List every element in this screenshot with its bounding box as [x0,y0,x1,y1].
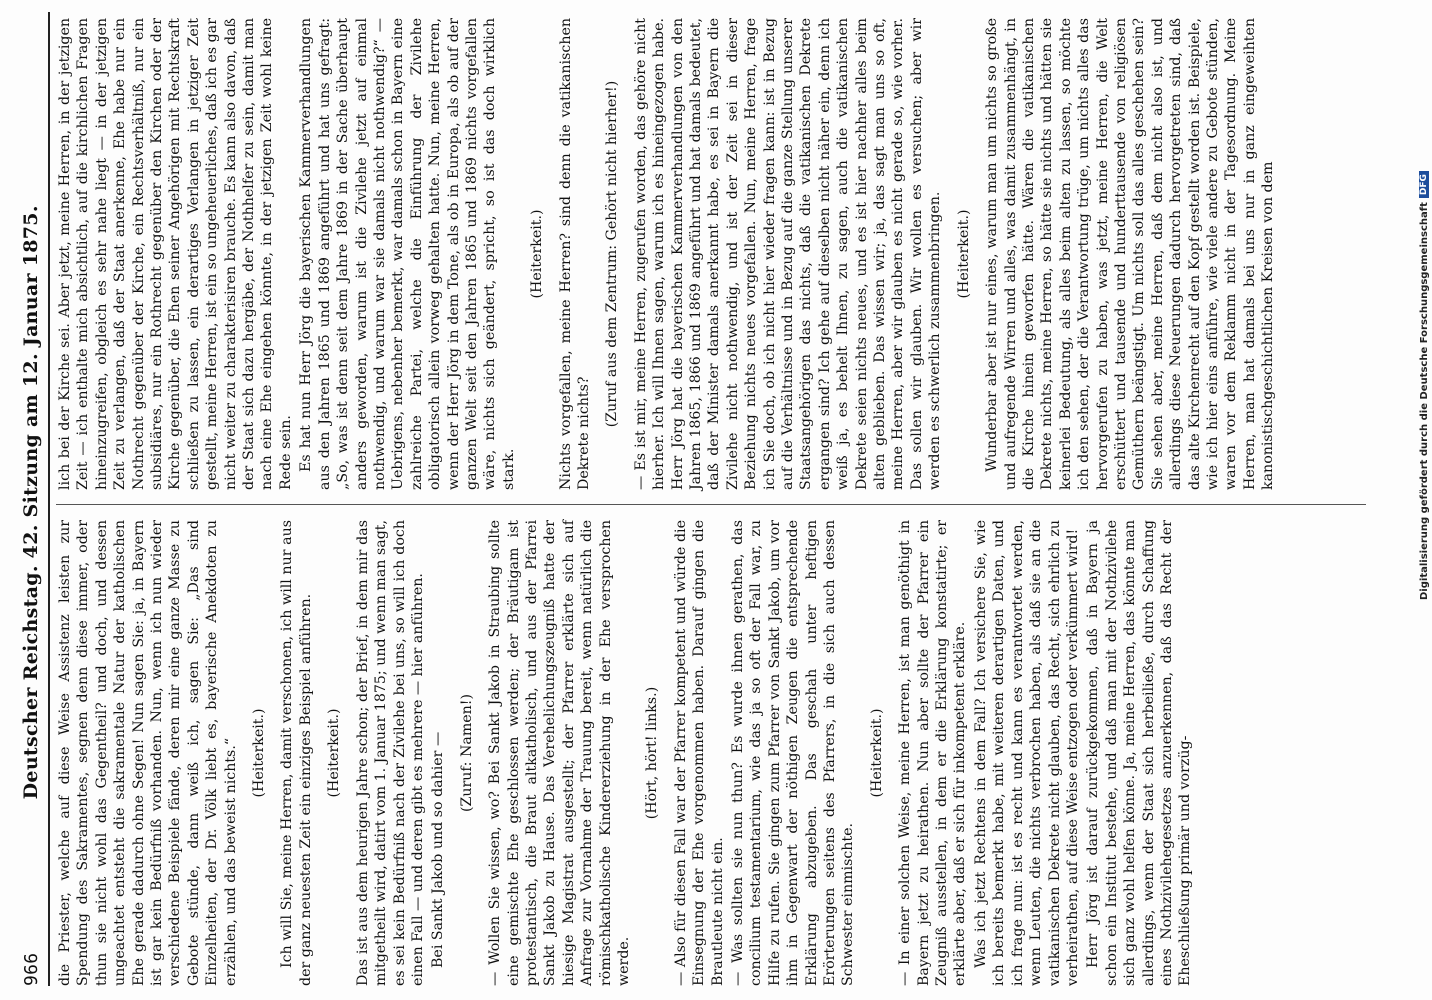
paragraph: Das ist aus dem heurigen Jahre schon; der Brief, in dem mir das mitgetheilt wird, datirt vom 1. Januar 1875; und wenn man sagt, es sei kein Bedürfniß nach der Zivilehe bei uns, so will ich doch einen Fall — und deren gibt es mehrere — hier anführen. [354,520,426,986]
page-header [18,12,44,986]
paragraph: Es hat nun Herr Jörg die bayerischen Kammerverhandlungen aus den Jahren 1865 und 1869 angeführt und hat uns gefragt: „So, was ist denn seit dem Jahre 1869 in der Sache überhaupt anders geworden, warum ist die Zivilehe jetzt auf einmal nothwendig, und warum war sie damals nicht nothwendig?“ — Uebrigens, nebenher bemerkt, war damals schon in Bayern eine zahlreiche Partei, welche die Einführung der Zivilehe obligatorisch allein vorweg gehalten hatte. Nun, meine Herren, wenn der Herr Jörg in dem Tone, als ob in Europa, als ob auf der ganzen Welt seit den Jahren 1865 und 1869 nichts vorgefallen wäre, nichts sich geändert, spricht, so ist das doch wirklich stark. [298,18,517,490]
interjection: (Heiterkeit.) [868,708,885,798]
paragraph: — Also für diesen Fall war der Pfarrer kompetent und würde die Einsegnung der Ehe vorgenommen haben. Darauf gingen die Brautleute nicht ein. [672,520,726,986]
paragraph: Bei Sankt Jakob und so dahier — [430,731,447,968]
page-title: Deutscher Reichstag. 42. Sitzung am 12. Januar 1875. [20,205,42,800]
credit-text: Digitalisierung gefördert durch die Deutsche Forschungsgemeinschaft [1418,202,1430,600]
paragraph: Herr Jörg ist darauf zurückgekommen, daß in Bayern ja schon ein Institut bestehe, und daß man mit der Nothzivilehe sich ganz wohl helfen könne. Ja, meine Herren, das könnte man allerdings, wenn der Staat sich herbeiließe, durch Schaffung eines Nothzivilehegesetzes anzuerkennen, daß das Recht der Eheschließung primär und vorzüg- [1085,520,1194,986]
paragraph: — Was sollten sie nun thun? Es wurde ihnen gerathen, das concilium testamentarium, wie das ja so oft der Fall war, zu Hilfe zu rufen. Sie gingen zum Pfarrer von Sankt Jakob, um vor ihm in Gegenwart der nöthigen Zeugen die entsprechende Erklärung abzugeben. Das geschah unter heftigen Erörterungen seitens des Pfarrers, in die sich auch dessen Schwester einmischte. [730,520,857,986]
header-rule [48,12,50,986]
paragraph: die Priester, welche auf diese Weise Assistenz leisten zur Spendung des Sakramentes, segnen denn diese immer, oder thun sie nicht wohl das Gegentheil? und doch, und dessen ungeachtet entsteht die sakramentale Natur der katholischen Ehe gerade dadurch ohne Segen! Nun sagen Sie: ja, in Bayern ist gar kein Bedürfniß vorhanden. Nun, wenn ich nun wieder verschiedene Beispiele fände, deren mir eine ganze Masse zu Gebote stünde, dann weiß ich, sagen Sie: „Das sind Einzelheiten, der Dr. Völk liebt es, bayerische Anekdoten zu erzählen, und das beweist nichts.“ [57,520,239,986]
interjection: (Hört, hört! links.) [644,686,661,820]
interjection: (Heiterkeit.) [326,708,343,798]
paragraph: Wunderbar aber ist nur eines, warum man um nichts so große und aufregende Wirren und alles, was damit zusammenhängt, in die Kirche hinein geworfen hätte. Wären die vatikanischen Dekrete nichts, meine Herren, so hätte sie nichts und hätten sie keinerlei Bedeutung, als alles beim alten zu lassen, so möchte ich den sehen, der die Verantwortung trüge, um nichts alles das hervorgerufen zu haben, was jetzt, meine Herren, die Welt erschüttert und tausende und hunderttausende von religiösen Gemüthern beängstigt. Um nichts soll das alles geschehen sein? Sie sehen aber, meine Herren, daß dem nicht also ist, und allerdings diese Neuerungen dadurch hervorgetreten sind, daß das alte Kirchenrecht auf den Kopf gestellt worden ist. Beispiele, wie ich hier eins anführe, wie viele andere zu Gebote stünden, waren vor dem Reklamm nicht in der Tagesordnung. Meine Herren, man hat damals bei uns nur in ganz eingeweihten kanonistischgeschichtlichen Kreisen von dem [984,18,1277,490]
paragraph: — Wollen Sie wissen, wo? Bei Sankt Jakob in Straubing sollte eine gemischte Ehe geschlossen werden; der Bräutigam ist protestantisch, die Braut altkatholisch, und aus der Pfarrei Sankt Jakob zu Hause. Das Verehelichungszeugniß hatte der hiesige Magistrat ausgestellt; der Pfarrer erklärte sich auf Anfrage zur Vornahme der Trauung bereit, wenn natürlich die römischkatholische Kindererziehung in der Ehe versprochen werde. [487,520,632,986]
paragraph: Ich will Sie, meine Herren, damit verschonen, ich will nur aus der ganz neuesten Zeit ein einziges Beispiel anführen. [279,520,314,986]
page-number: 966 [20,952,42,986]
paragraph: — Es ist mir, meine Herren, zugerufen worden, das gehöre nicht hierher. Ich will Ihnen sagen, warum ich es hineingezogen habe. Herr Jörg hat die bayerischen Kammerverhandlungen von den Jahren 1865, 1866 und 1869 angeführt und hat damals bedeutet, daß der Minister damals anerkannt habe, es sei in Bayern die Zivilehe nicht nothwendig, und ist der Zeit sei in dieser Beziehung nichts neues vorgefallen. Nun, meine Herren, frage ich Sie doch, ob ich nicht hier wieder fragen kann: ist in Bezug auf die Verhältnisse und in Bezug auf die ganze Stellung unserer Staatsangehörigen das nichts, daß die vatikanischen Dekrete ergangen sind? Ich gehe auf dieselben nicht näher ein, denn ich weiß ja, es behelt Ihnen, zu sagen, auch die vatikanischen Dekrete seien nichts neues, und es ist hier nachher alles beim alten geblieben. Das wissen wir; ja, das sagt man uns so oft, meine Herren, aber wir glauben es nicht gerade so, wie vorher. Das sollen wir glauben. Wir wollen es versuchen; aber wir werden es schwerlich zusammenbringen. [632,18,944,490]
interjection: (Zuruf: Namen!) [458,693,475,813]
interjection: (Heiterkeit.) [955,209,972,299]
paragraph: Nichts vorgefallen, meine Herren? sind denn die vatikanischen Dekrete nichts? [557,18,592,490]
paragraph: — In einer solchen Weise, meine Herren, ist man genöthigt in Bayern jetzt zu heirathen. Nun aber sollte der Pfarrer ein Zeugniß ausstellen, in dem er die Erklärung konstatirte; er erklärte aber, daß er sich für inkompetent erkläre. [897,520,969,986]
side-credit [1412,0,1432,1000]
text-column-right [56,18,1280,490]
paragraph: lich bei der Kirche sei. Aber jetzt, meine Herren, in der jetzigen Zeit — ich enthalte mich absichtlich, auf die kirchlichen Fragen hineinzugreifen, obgleich es sehr nahe liegt — in der jetzigen Zeit zu verlangen, daß der Staat anerkenne, Ehe habe nur ein Nothrecht gegenüber der Kirche, ein Rechtsverhältniß, nur ein subsidiäres, nur ein Rothrecht gegenüber den Kirchen oder der Kirche gegenüber, die Ehen seiner Angehörigen mit Rechtskraft schließen zu lassen, ein derartiges Verlangen in jetziger Zeit gestellt, meine Herren, ist ein so ungeheuerliches, daß ich es gar nicht weiter zu charakterisiren brauche. Es kann also davon, daß der Staat sich dazu hergäbe, der Nothhelfer zu sein, damit man nach eine Ehe eingehen könnte, in der jetzigen Zeit wohl keine Rede sein. [57,18,294,490]
paragraph: Was ich jetzt Rechtens in dem Fall? Ich versichere Sie, wie ich bereits bemerkt habe, mit weiteren derartigen Daten, und ich frage nun: ist es recht und kann es verantwortet werden, wenn Leuten, die nichts verbrochen haben, als daß sie an die vatikanischen Dekrete nicht glauben, das Recht, sich ehrlich zu verheirathen, auf diese Weise entzogen oder verkümmert wird! [972,520,1081,986]
interjection: (Zuruf aus dem Zentrum: Gehört nicht hierher!) [604,80,621,428]
text-column-left [56,520,1197,986]
interjection: (Heiterkeit.) [251,708,268,798]
column-divider [56,504,1366,505]
newspaper-page [18,12,1398,986]
dfg-logo: DFG [1419,171,1429,198]
interjection: (Heiterkeit.) [529,209,546,299]
